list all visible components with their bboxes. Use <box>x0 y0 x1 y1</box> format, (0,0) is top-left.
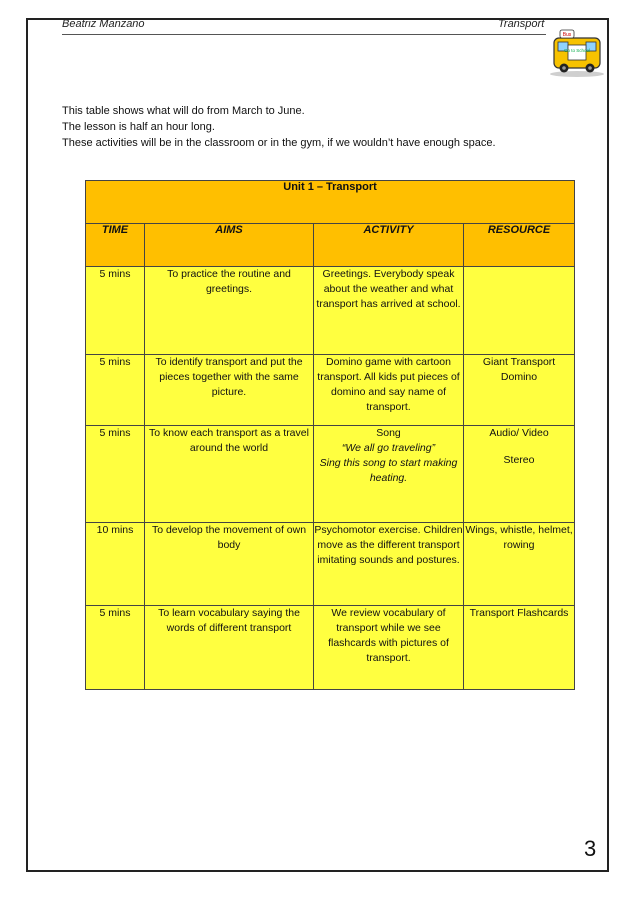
cell-resource: Wings, whistle, helmet, rowing <box>464 523 575 606</box>
table-row <box>86 523 575 606</box>
activity-line: We review vocabulary of transport while we see flashcards with pictures of transport. <box>328 607 449 664</box>
cell-aims: To learn vocabulary saying the words of different transport <box>145 606 314 690</box>
cell-activity <box>314 426 464 523</box>
cell-time: 10 mins <box>86 523 145 606</box>
cell-aims: To know each transport as a travel around the world <box>145 426 314 523</box>
resource-spacer <box>464 441 574 453</box>
resource-line: Stereo <box>503 454 535 466</box>
column-header-aims: AIMS <box>145 224 314 267</box>
intro-line: This table shows what will do from March to June. <box>62 105 305 117</box>
header-author: Beatriz Manzano <box>62 18 145 30</box>
school-bus-logo-icon <box>546 28 608 78</box>
activity-song-title: “We all go traveling” <box>341 442 436 454</box>
page-number: 3 <box>584 836 597 861</box>
cell-time: 5 mins <box>86 355 145 426</box>
header-rule <box>62 34 546 35</box>
activity-line: Sing this song to start making heating. <box>319 457 458 484</box>
cell-resource: Transport Flashcards <box>464 606 575 690</box>
cell-activity <box>314 523 464 606</box>
table-row <box>86 267 575 355</box>
column-header-resource: RESOURCE <box>464 224 575 267</box>
cell-resource <box>464 267 575 355</box>
activity-line: Song <box>376 427 401 439</box>
cell-resource: Giant Transport Domino <box>464 355 575 426</box>
header-topic: Transport <box>498 18 545 30</box>
table-title-row <box>86 181 575 224</box>
svg-text:Bus: Bus <box>562 32 572 38</box>
svg-text:Go to School: Go to School <box>563 48 591 53</box>
cell-resource <box>464 426 575 523</box>
table-title: Unit 1 – Transport <box>86 181 575 224</box>
cell-aims: To identify transport and put the pieces together with the same picture. <box>145 355 314 426</box>
cell-time: 5 mins <box>86 606 145 690</box>
column-header-time: TIME <box>86 224 145 267</box>
table-row <box>86 355 575 426</box>
activity-line: Greetings. Everybody speak about the weather and what transport has arrived at school. <box>316 268 461 310</box>
cell-time: 5 mins <box>86 426 145 523</box>
column-header-activity: ACTIVITY <box>314 224 464 267</box>
lesson-plan-table <box>85 180 575 690</box>
cell-activity <box>314 267 464 355</box>
activity-line: Psychomotor exercise. Children move as the different transport imitating sounds and postures. <box>314 524 463 566</box>
table-row <box>86 426 575 523</box>
cell-time: 5 mins <box>86 267 145 355</box>
cell-aims: To practice the routine and greetings. <box>145 267 314 355</box>
resource-line: Audio/ Video <box>489 427 549 439</box>
cell-aims: To develop the movement of own body <box>145 523 314 606</box>
cell-activity <box>314 606 464 690</box>
intro-line: The lesson is half an hour long. <box>62 121 215 133</box>
activity-line: Domino game with cartoon transport. All kids put pieces of domino and say name of transport. <box>317 356 460 413</box>
intro-text <box>62 103 496 151</box>
intro-line: These activities will be in the classroom or in the gym, if we wouldn’t have enough space. <box>62 137 496 149</box>
table-row <box>86 606 575 690</box>
cell-activity <box>314 355 464 426</box>
table-header-row <box>86 224 575 267</box>
